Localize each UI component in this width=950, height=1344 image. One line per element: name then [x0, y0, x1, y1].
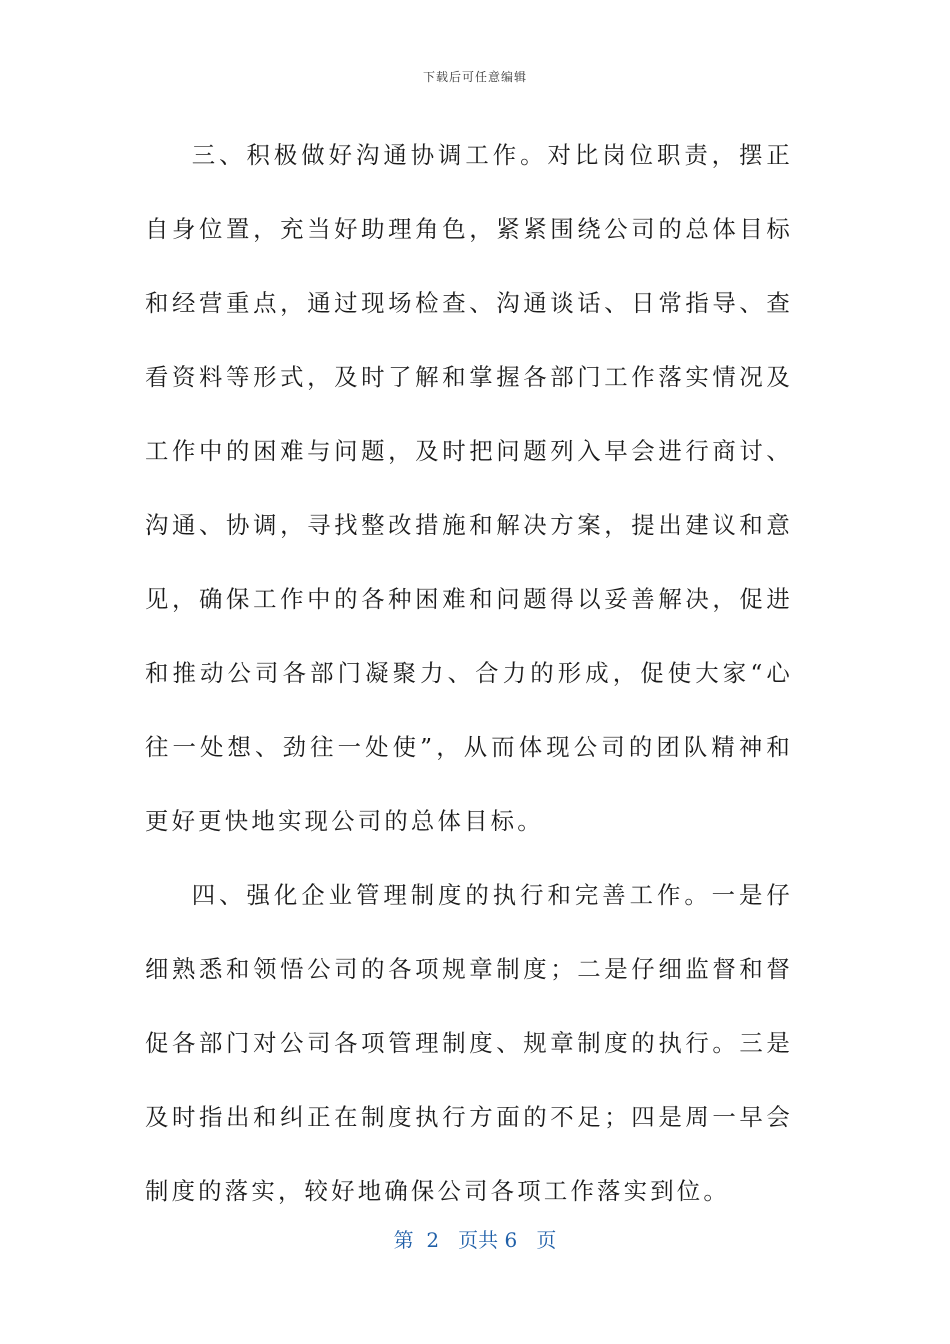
- paragraph-management: 四、强化企业管理制度的执行和完善工作。一是仔细熟悉和领悟公司的各项规章制度；二是仔细监督和督促各部门对公司各项管理制度、规章制度的执行。三是及时指出和纠正在制度执行方面的不足；四是周一早会制度的落实，较好地确保公司各项工作落实到位。: [145, 881, 793, 1205]
- page-header: 下载后可任意编辑: [422, 70, 527, 84]
- paragraph-communication: 三、积极做好沟通协调工作。对比岗位职责，摆正自身位置，充当好助理角色，紧紧围绕公司的总体目标和经营重点，通过现场检查、沟通谈话、日常指导、查看资料等形式，及时了解和掌握各部门工作落实情况及工作中的困难与问题，及时把问题列入早会进行商讨、沟通、协调，寻找整改措施和解决方案，提出建议和意见，确保工作中的各种困难和问题得以妥善解决，促进和推动公司各部门凝聚力、合力的形成，促使大家“心往一处想、劲往一处使”，从而体现公司的团队精神和更好更快地实现公司的总体目标。: [145, 141, 793, 835]
- document-body: [145, 118, 793, 1228]
- page-number-footer: 第 2 页共 6 页: [393, 1228, 557, 1252]
